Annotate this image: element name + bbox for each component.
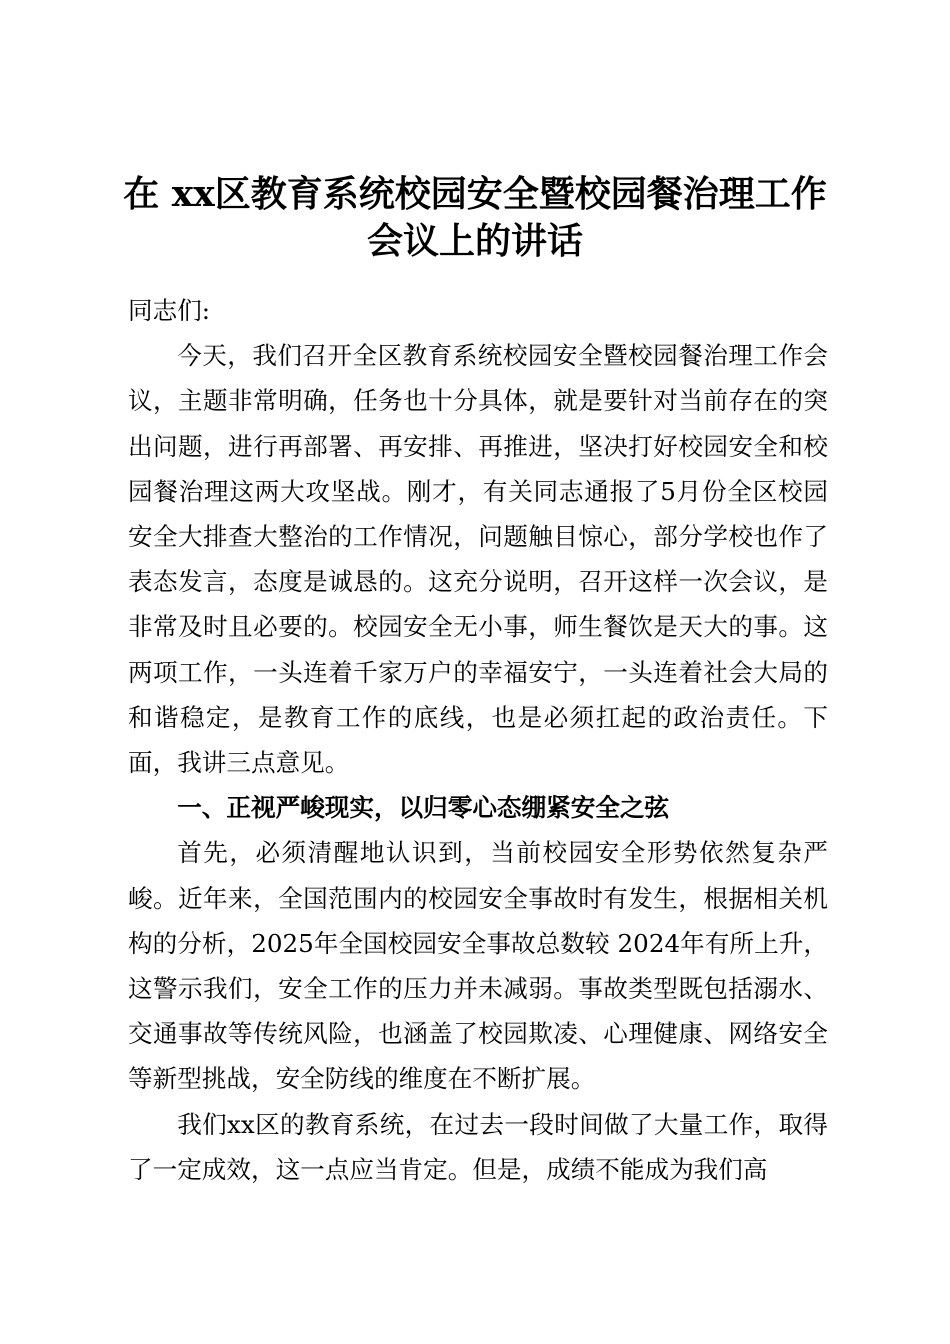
salutation: 同志们: <box>128 296 211 325</box>
section-heading-1: 一、正视严峻现实，以归零心态绷紧安全之弦 <box>177 793 670 823</box>
document-body <box>128 288 828 1192</box>
document-title-line-1: 在 xx区教育系统校园安全暨校园餐治理工作 <box>123 173 827 215</box>
document-title-line-2: 会议上的讲话 <box>366 220 583 262</box>
paragraph-intro: 今天，我们召开全区教育系统校园安全暨校园餐治理工作会议，主题非常明确，任务也十分具体，就是要针对当前存在的突出问题，进行再部署、再安排、再推进，坚决打好校园安全和校园餐治理这两大攻坚战。刚才，有关同志通报了5月份全区校园安全大排查大整治的工作情况，问题触目惊心，部分学校也作了表态发言，态度是诚恳的。这充分说明，召开这样一次会议，是非常及时且必要的。校园安全无小事，师生餐饮是天大的事。这两项工作，一头连着千家万户的幸福安宁，一头连着社会大局的和谐稳定，是教育工作的底线，也是必须扛起的政治责任。下面，我讲三点意见。 <box>128 341 828 778</box>
paragraph-situation: 首先，必须清醒地认识到，当前校园安全形势依然复杂严峻。近年来，全国范围内的校园安全事故时有发生，根据相关机构的分析，2025年全国校园安全事故总数较 2024年有所上升，这警示我们，安全工作的压力并未减弱。事故类型既包括溺水、交通事故等传统风险，也涵盖了校园欺凌、心理健康、网络安全等新型挑战，安全防线的维度在不断扩展。 <box>128 838 828 1094</box>
paragraph-district: 我们xx区的教育系统，在过去一段时间做了大量工作，取得了一定成效，这一点应当肯定。但是，成绩不能成为我们高 <box>128 1109 828 1184</box>
